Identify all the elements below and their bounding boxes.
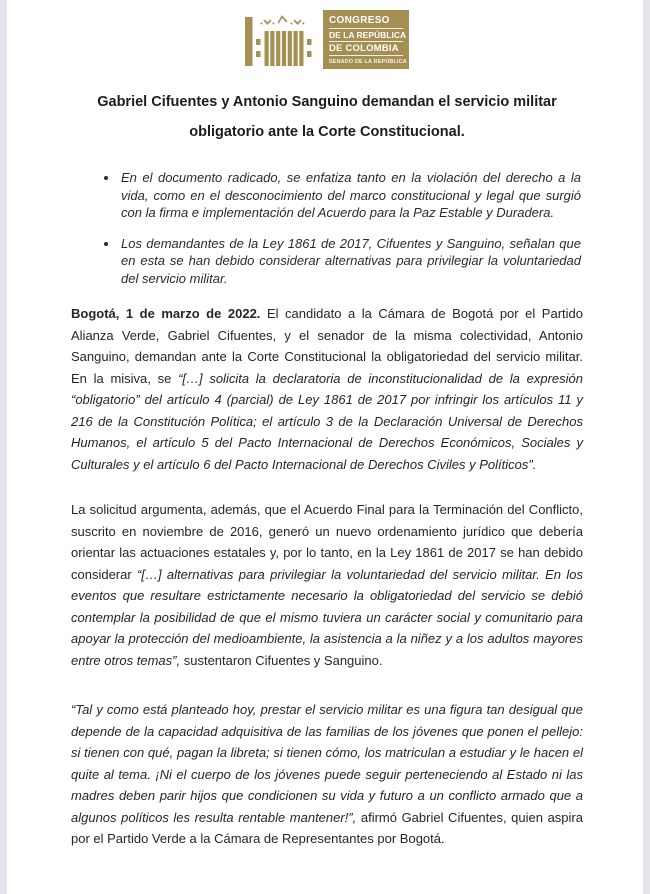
- logo-line-colombia: DE COLOMBIA: [329, 43, 403, 56]
- congress-columns-icon: [245, 10, 319, 66]
- paragraph-1-quote: “[…] solicita la declaratoria de inconstitucionalidad de la expresión “obligatorio” del artículo 4 (parcial) de Ley 1861 de 2017 por infringir los artículos 11 y 216 de la Constitución Política; el artículo 3 de la Declaración Universal de Derechos Humanos, el artículo 5 del Pacto Internacional de Derechos Económicos, Sociales y Culturales y el artículo 6 del Pacto Internacional de Derechos Civiles y Políticos”.: [71, 370, 583, 472]
- summary-bullet-list: [71, 169, 583, 287]
- body-paragraph-2: [71, 499, 583, 671]
- document-title: Gabriel Cifuentes y Antonio Sanguino demandan el servicio militar obligatorio ante la Corte Constitucional.: [97, 94, 557, 141]
- congress-logo-textbox: [323, 10, 409, 69]
- paragraph-2-quote: “[…] alternativas para privilegiar la voluntariedad del servicio militar. En los eventos que resultare estrictamente necesario la obligatoriedad del servicio se debió contemplar la posibilidad de que el mismo tuviera un carácter social y comunitario para apoyar la protección del medioambiente, la asistencia a la niñez y a los adultos mayores entre otros temas”,: [71, 566, 583, 668]
- paragraph-2-text: La solicitud argumenta, además, que el Acuerdo Final para la Terminación del Conflicto, suscrito en noviembre de 2016, generó un nuevo ordenamiento jurídico que debería orientar las actuaciones estatales y, por lo tanto, en la Ley 1861 de 2017 se han debido considerar: [71, 502, 583, 582]
- logo-line-senado: SENADO DE LA REPÚBLICA: [329, 59, 407, 66]
- congress-logo: [71, 10, 583, 69]
- logo-line-republica: DE LA REPÚBLICA: [329, 30, 403, 42]
- paragraph-2-attribution: sustentaron Cifuentes y Sanguino.: [183, 652, 383, 668]
- body-paragraph-1: [71, 303, 583, 475]
- document-page: [7, 0, 643, 894]
- paragraph-3-quote: “Tal y como está planteado hoy, prestar el servicio militar es una figura tan desigual que depende de la capacidad adquisitiva de las familias de los jóvenes que ponen el pellejo: si tienen con qué, pagan la libreta; si tienen cómo, los matriculan a estudiar y le hacen el quite al tema. ¡Ni el cuerpo de los jóvenes puede seguir perteneciendo al Estado ni las madres deben parir hijos que condicionen su vida y futuro a un conflicto armado que a algunos políticos les resulta rentable mantener!”,: [71, 702, 583, 825]
- dateline: Bogotá, 1 de marzo de 2022.: [71, 306, 261, 322]
- logo-line-congreso: CONGRESO: [329, 15, 403, 29]
- paragraph-3-attribution: afirmó Gabriel Cifuentes, quien aspira por el Partido Verde a la Cámara de Representantes por Bogotá.: [71, 809, 583, 847]
- body-paragraph-3: [71, 699, 583, 850]
- paragraph-1-text: El candidato a la Cámara de Bogotá por el Partido Alianza Verde, Gabriel Cifuentes, y el senador de la misma colectividad, Antonio Sanguino, demandan ante la Corte Constitucional la obligatoriedad del servicio militar. En la misiva, se: [71, 306, 583, 386]
- summary-bullet-1: • En el documento radicado, se enfatiza tanto en la violación del derecho a la vida, como en el desconocimiento del marco constitucional y legal que surgió con la firma e implementación del Acuerdo para la Paz Estable y Duradera.: [119, 169, 581, 222]
- summary-bullet-2: • Los demandantes de la Ley 1861 de 2017, Cifuentes y Sanguino, señalan que en esta se han debido considerar alternativas para privilegiar la voluntariedad del servicio militar.: [119, 235, 581, 288]
